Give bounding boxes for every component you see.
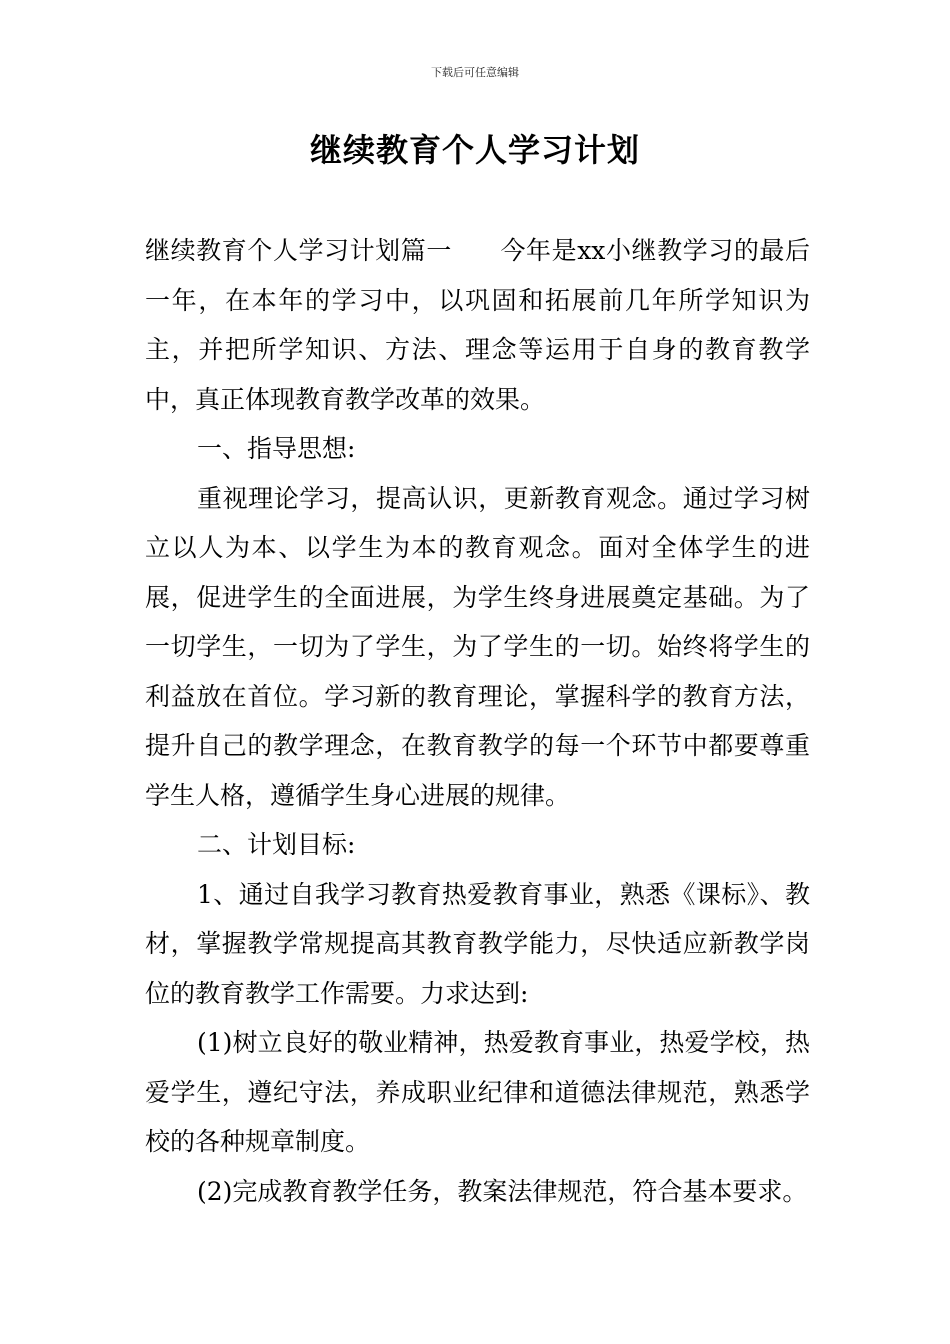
section-heading-guiding-thought: 一、指导思想: xyxy=(197,434,356,463)
intro-label: 继续教育个人学习计划篇一 xyxy=(145,236,452,265)
intro-text: 今年是xx小继教学习的最后一年，在本年的学习中，以巩固和拓展前几年所学知识为主，并把所学知识、方法、理念等运用于自身的教育教学中，真正体现教育教学改革的效果。 xyxy=(145,236,810,414)
header-note: 下载后可任意编辑 xyxy=(431,66,519,79)
document-body xyxy=(145,226,810,1216)
section-paragraph-guiding-thought: 重视理论学习，提高认识，更新教育观念。通过学习树立以人为本、以学生为本的教育观念。面对全体学生的进展，促进学生的全面进展，为学生终身进展奠定基础。为了一切学生，一切为了学生，为了学生的一切。始终将学生的利益放在首位。学习新的教育理论，掌握科学的教育方法，提升自己的教学理念，在教育教学的每一个环节中都要尊重学生人格，遵循学生身心进展的规律。 xyxy=(145,483,810,810)
document-title: 继续教育个人学习计划 xyxy=(309,131,640,169)
section-heading-plan-goals: 二、计划目标: xyxy=(197,830,356,859)
intro-paragraph xyxy=(145,226,810,424)
sub-goal-paragraph-2: (2)完成教育教学任务，教案法律规范，符合基本要求。 xyxy=(197,1176,808,1206)
goal-paragraph-1: 1、通过自我学习教育热爱教育事业，熟悉《课标》、教材，掌握教学常规提高其教育教学能力，尽快适应新教学岗位的教育教学工作需要。力求达到: xyxy=(145,879,810,1008)
sub-goal-paragraph-1: (1)树立良好的敬业精神，热爱教育事业，热爱学校，热爱学生，遵纪守法，养成职业纪律和道德法律规范，熟悉学校的各种规章制度。 xyxy=(145,1028,810,1156)
